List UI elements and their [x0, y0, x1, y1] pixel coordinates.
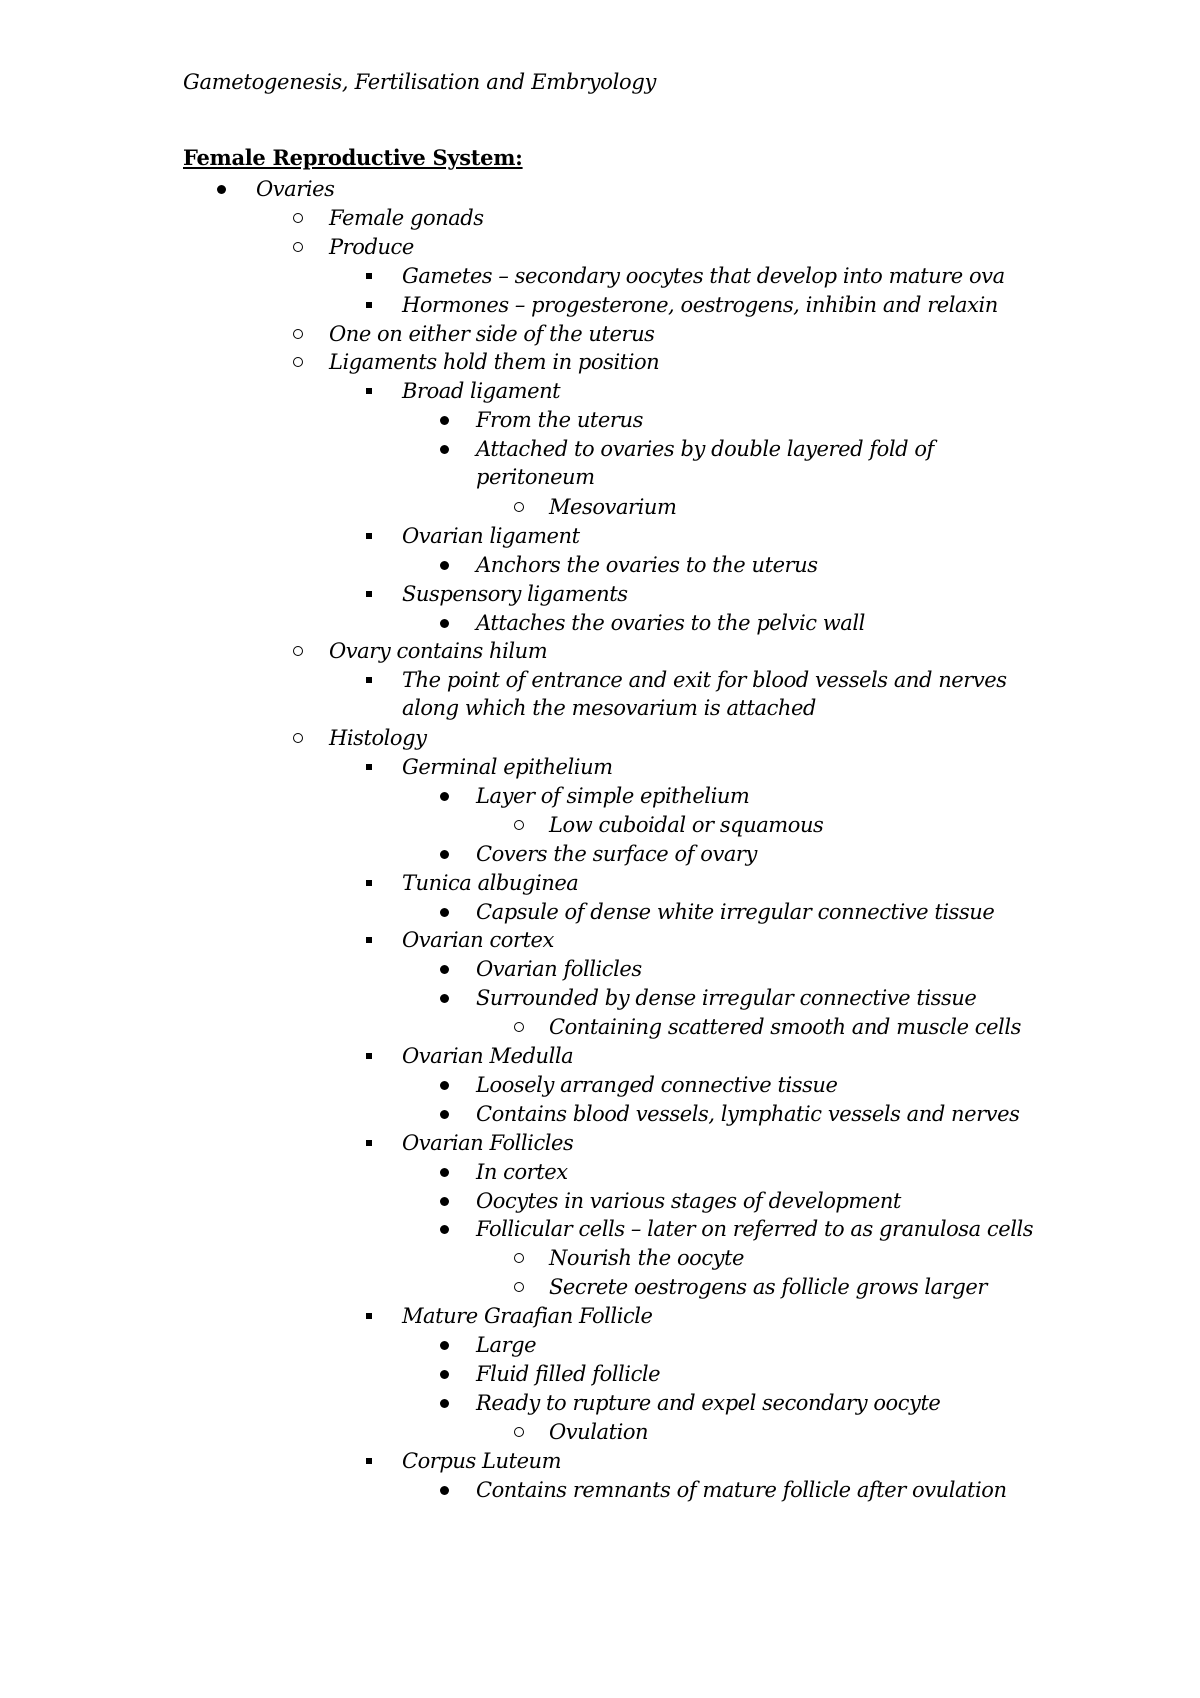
- outline-item-line: Capsule of dense white irregular connective tissue: [476, 899, 995, 924]
- outline-item-line: Low cuboidal or squamous: [549, 812, 824, 837]
- square-marker-icon: [366, 1129, 386, 1157]
- outline-item-text: [329, 637, 547, 665]
- outline-item-line: Ovarian follicles: [476, 957, 642, 982]
- outline-item-level-5: [514, 493, 676, 521]
- outline-item-line: Contains remnants of mature follicle after ovulation: [476, 1477, 1007, 1502]
- outline-item-text: [476, 1476, 1007, 1504]
- outline-item-text: [402, 869, 578, 897]
- outline-item-line: Ovaries: [256, 177, 335, 201]
- outline-item-line: From the uterus: [476, 408, 643, 433]
- outline-item-text: [329, 320, 654, 348]
- outline-item-line: Oocytes in various stages of development: [476, 1188, 901, 1213]
- outline-item-line: Covers the surface of ovary: [476, 841, 757, 866]
- outline-item-line: peritoneum: [476, 465, 595, 490]
- outline-item-line: Attached to ovaries by double layered fold of: [476, 437, 934, 462]
- outline-item-level-4: [440, 984, 976, 1012]
- outline-item-level-4: [440, 1215, 1033, 1243]
- outline-item-line: Ovarian ligament: [402, 523, 580, 548]
- outline-item-level-3: [366, 753, 613, 781]
- outline-item-level-5: [514, 811, 823, 839]
- outline-item-level-4: [440, 406, 643, 434]
- bullet-marker-icon: [440, 898, 460, 926]
- outline-item-text: [329, 348, 659, 376]
- outline-item-level-5: [514, 1273, 987, 1301]
- bullet-marker-icon: [440, 1071, 460, 1099]
- outline-item-line: Nourish the oocyte: [549, 1246, 745, 1271]
- outline-item-text: [549, 1013, 1021, 1041]
- outline-item-line: In cortex: [476, 1159, 568, 1184]
- outline-item-line: Ovarian cortex: [402, 928, 554, 953]
- outline-item-text: [329, 204, 484, 232]
- outline-item-line: Loosely arranged connective tissue: [476, 1072, 838, 1097]
- outline-item-level-3: [366, 666, 1007, 722]
- outline-item-level-4: [440, 435, 934, 491]
- outline-item-text: [402, 1447, 561, 1475]
- outline-item-text: [549, 811, 823, 839]
- outline-item-line: Surrounded by dense irregular connective tissue: [476, 986, 977, 1011]
- outline-item-level-3: [366, 1042, 573, 1070]
- outline-item-line: Layer of simple epithelium: [476, 783, 750, 808]
- outline-item-line: Fluid filled follicle: [476, 1361, 661, 1386]
- outline-item-text: [329, 233, 414, 261]
- outline-item-line: Mature Graafian Follicle: [402, 1304, 653, 1329]
- square-marker-icon: [366, 377, 386, 405]
- outline-item-level-3: [366, 262, 1005, 290]
- circle-marker-icon: [514, 1244, 534, 1272]
- square-marker-icon: [366, 1302, 386, 1330]
- outline-item-text: [329, 724, 427, 752]
- square-marker-icon: [366, 666, 386, 694]
- outline-item-line: Contains blood vessels, lymphatic vessels and nerves: [476, 1101, 1020, 1126]
- outline-item-level-4: [440, 782, 749, 810]
- outline-item-level-2: [293, 320, 654, 348]
- outline-item-level-3: [366, 869, 578, 897]
- outline-item-line: Follicular cells – later on referred to as granulosa cells: [476, 1217, 1034, 1242]
- outline-item-line: One on either side of the uterus: [329, 321, 655, 346]
- circle-marker-icon: [293, 348, 313, 376]
- outline-item-level-4: [440, 955, 642, 983]
- square-marker-icon: [366, 291, 386, 319]
- bullet-marker-icon: [440, 782, 460, 810]
- outline-item-text: [476, 1071, 837, 1099]
- outline-item-line: Mesovarium: [549, 494, 677, 519]
- outline-item-line: Female gonads: [329, 205, 484, 230]
- outline-item-level-3: [366, 1129, 573, 1157]
- bullet-marker-icon: [440, 435, 460, 463]
- outline-item-level-3: [366, 291, 998, 319]
- outline-item-text: [476, 435, 934, 491]
- outline-item-level-4: [440, 551, 818, 579]
- outline-item-text: [402, 1129, 573, 1157]
- bullet-marker-icon: [440, 1215, 460, 1243]
- bullet-marker-icon: [440, 609, 460, 637]
- outline-item-line: Hormones – progesterone, oestrogens, inhibin and relaxin: [402, 292, 998, 317]
- outline-item-level-3: [366, 377, 560, 405]
- outline-item-level-4: [440, 1360, 660, 1388]
- outline-item-level-4: [440, 1389, 940, 1417]
- outline-item-level-3: [366, 1447, 561, 1475]
- outline-item-text: [476, 955, 642, 983]
- square-marker-icon: [366, 1447, 386, 1475]
- outline-item-text: [402, 377, 560, 405]
- outline-item-text: [549, 1273, 987, 1301]
- document-header: Gametogenesis, Fertilisation and Embryology: [183, 70, 657, 94]
- outline-item-text: [476, 1158, 568, 1186]
- bullet-marker-icon: [440, 1100, 460, 1128]
- outline-item-text: [549, 493, 676, 521]
- outline-item-line: Tunica albuginea: [402, 870, 579, 895]
- outline-item-text: [402, 291, 998, 319]
- outline-item-line: Ovulation: [549, 1419, 649, 1444]
- outline-item-text: [476, 1100, 1019, 1128]
- outline-item-text: [402, 522, 580, 550]
- outline-item-line: Ovary contains hilum: [329, 639, 548, 664]
- bullet-marker-icon: [440, 1360, 460, 1388]
- bullet-marker-icon: [440, 955, 460, 983]
- outline-item-text: [476, 840, 757, 868]
- outline-item-line: Attaches the ovaries to the pelvic wall: [476, 610, 865, 635]
- outline-item-line: along which the mesovarium is attached: [402, 696, 816, 721]
- bullet-marker-icon: [440, 984, 460, 1012]
- outline-item-text: [476, 782, 749, 810]
- outline-item-level-4: [440, 1476, 1007, 1504]
- outline-item-text: [476, 551, 818, 579]
- square-marker-icon: [366, 262, 386, 290]
- outline-item-level-3: [366, 926, 554, 954]
- bullet-marker-icon: [440, 1187, 460, 1215]
- outline-item-line: Secrete oestrogens as follicle grows larger: [549, 1275, 987, 1300]
- outline-item-level-2: [293, 233, 414, 261]
- outline-item-level-3: [366, 1302, 653, 1330]
- outline-item-text: [476, 1360, 660, 1388]
- outline-item-level-4: [440, 1331, 536, 1359]
- circle-marker-icon: [514, 811, 534, 839]
- outline-item-line: Gametes – secondary oocytes that develop into mature ova: [402, 263, 1005, 288]
- circle-marker-icon: [514, 1013, 534, 1041]
- circle-marker-icon: [514, 1273, 534, 1301]
- outline-item-text: [402, 753, 613, 781]
- bullet-marker-icon: [440, 840, 460, 868]
- outline-item-level-5: [514, 1013, 1021, 1041]
- circle-marker-icon: [293, 233, 313, 261]
- bullet-marker-icon: [440, 1158, 460, 1186]
- outline-item-level-2: [293, 204, 484, 232]
- circle-marker-icon: [514, 493, 534, 521]
- section-title: Female Reproductive System:: [183, 145, 523, 170]
- outline-item-line: The point of entrance and exit for blood vessels and nerves: [402, 668, 1007, 693]
- square-marker-icon: [366, 522, 386, 550]
- outline-item-text: [402, 666, 1007, 722]
- outline-item-line: Ligaments hold them in position: [329, 350, 660, 375]
- bullet-marker-icon: [440, 551, 460, 579]
- outline-item-line: Histology: [329, 726, 427, 751]
- bullet-marker-icon: [217, 175, 237, 203]
- outline-item-text: [476, 1187, 901, 1215]
- outline-item-level-3: [366, 580, 628, 608]
- square-marker-icon: [366, 580, 386, 608]
- outline-item-text: [256, 175, 334, 203]
- outline-item-text: [476, 1389, 940, 1417]
- circle-marker-icon: [514, 1418, 534, 1446]
- square-marker-icon: [366, 869, 386, 897]
- outline-item-line: Broad ligament: [402, 379, 561, 404]
- outline-item-text: [476, 898, 994, 926]
- outline-item-text: [402, 926, 554, 954]
- outline-item-level-4: [440, 840, 757, 868]
- outline-item-text: [476, 1331, 536, 1359]
- outline-item-text: [402, 580, 628, 608]
- outline-item-line: Large: [476, 1333, 537, 1357]
- circle-marker-icon: [293, 320, 313, 348]
- outline-item-text: [476, 609, 865, 637]
- outline-item-line: Suspensory ligaments: [402, 581, 628, 606]
- square-marker-icon: [366, 1042, 386, 1070]
- circle-marker-icon: [293, 637, 313, 665]
- outline-item-line: Ovarian Follicles: [402, 1130, 574, 1155]
- outline-item-line: Corpus Luteum: [402, 1448, 562, 1473]
- bullet-marker-icon: [440, 1476, 460, 1504]
- outline-item-line: Anchors the ovaries to the uterus: [476, 552, 818, 577]
- square-marker-icon: [366, 926, 386, 954]
- outline-item-text: [402, 262, 1005, 290]
- outline-item-text: [549, 1418, 648, 1446]
- outline-item-line: Containing scattered smooth and muscle cells: [549, 1015, 1021, 1040]
- outline-item-line: Germinal epithelium: [402, 755, 613, 779]
- circle-marker-icon: [293, 724, 313, 752]
- outline-item-text: [402, 1042, 573, 1070]
- outline-item-text: [476, 1215, 1033, 1243]
- outline-item-level-4: [440, 609, 865, 637]
- bullet-marker-icon: [440, 406, 460, 434]
- outline-item-level-4: [440, 1100, 1019, 1128]
- outline-item-level-2: [293, 724, 427, 752]
- outline-item-level-5: [514, 1418, 648, 1446]
- outline-item-line: Ready to rupture and expel secondary oocyte: [476, 1390, 941, 1415]
- outline-item-level-1: [217, 175, 334, 203]
- bullet-marker-icon: [440, 1331, 460, 1359]
- outline-item-level-4: [440, 1187, 901, 1215]
- outline-item-level-2: [293, 637, 547, 665]
- outline-item-line: Ovarian Medulla: [402, 1044, 574, 1068]
- outline-item-line: Produce: [329, 234, 414, 259]
- circle-marker-icon: [293, 204, 313, 232]
- outline-item-text: [549, 1244, 744, 1272]
- outline-item-text: [476, 406, 643, 434]
- outline-item-level-4: [440, 1158, 568, 1186]
- outline-item-text: [402, 1302, 653, 1330]
- outline-item-level-3: [366, 522, 580, 550]
- outline-item-text: [476, 984, 976, 1012]
- square-marker-icon: [366, 753, 386, 781]
- outline-item-level-4: [440, 1071, 837, 1099]
- outline-item-level-2: [293, 348, 659, 376]
- outline-item-level-4: [440, 898, 994, 926]
- bullet-marker-icon: [440, 1389, 460, 1417]
- outline-item-level-5: [514, 1244, 744, 1272]
